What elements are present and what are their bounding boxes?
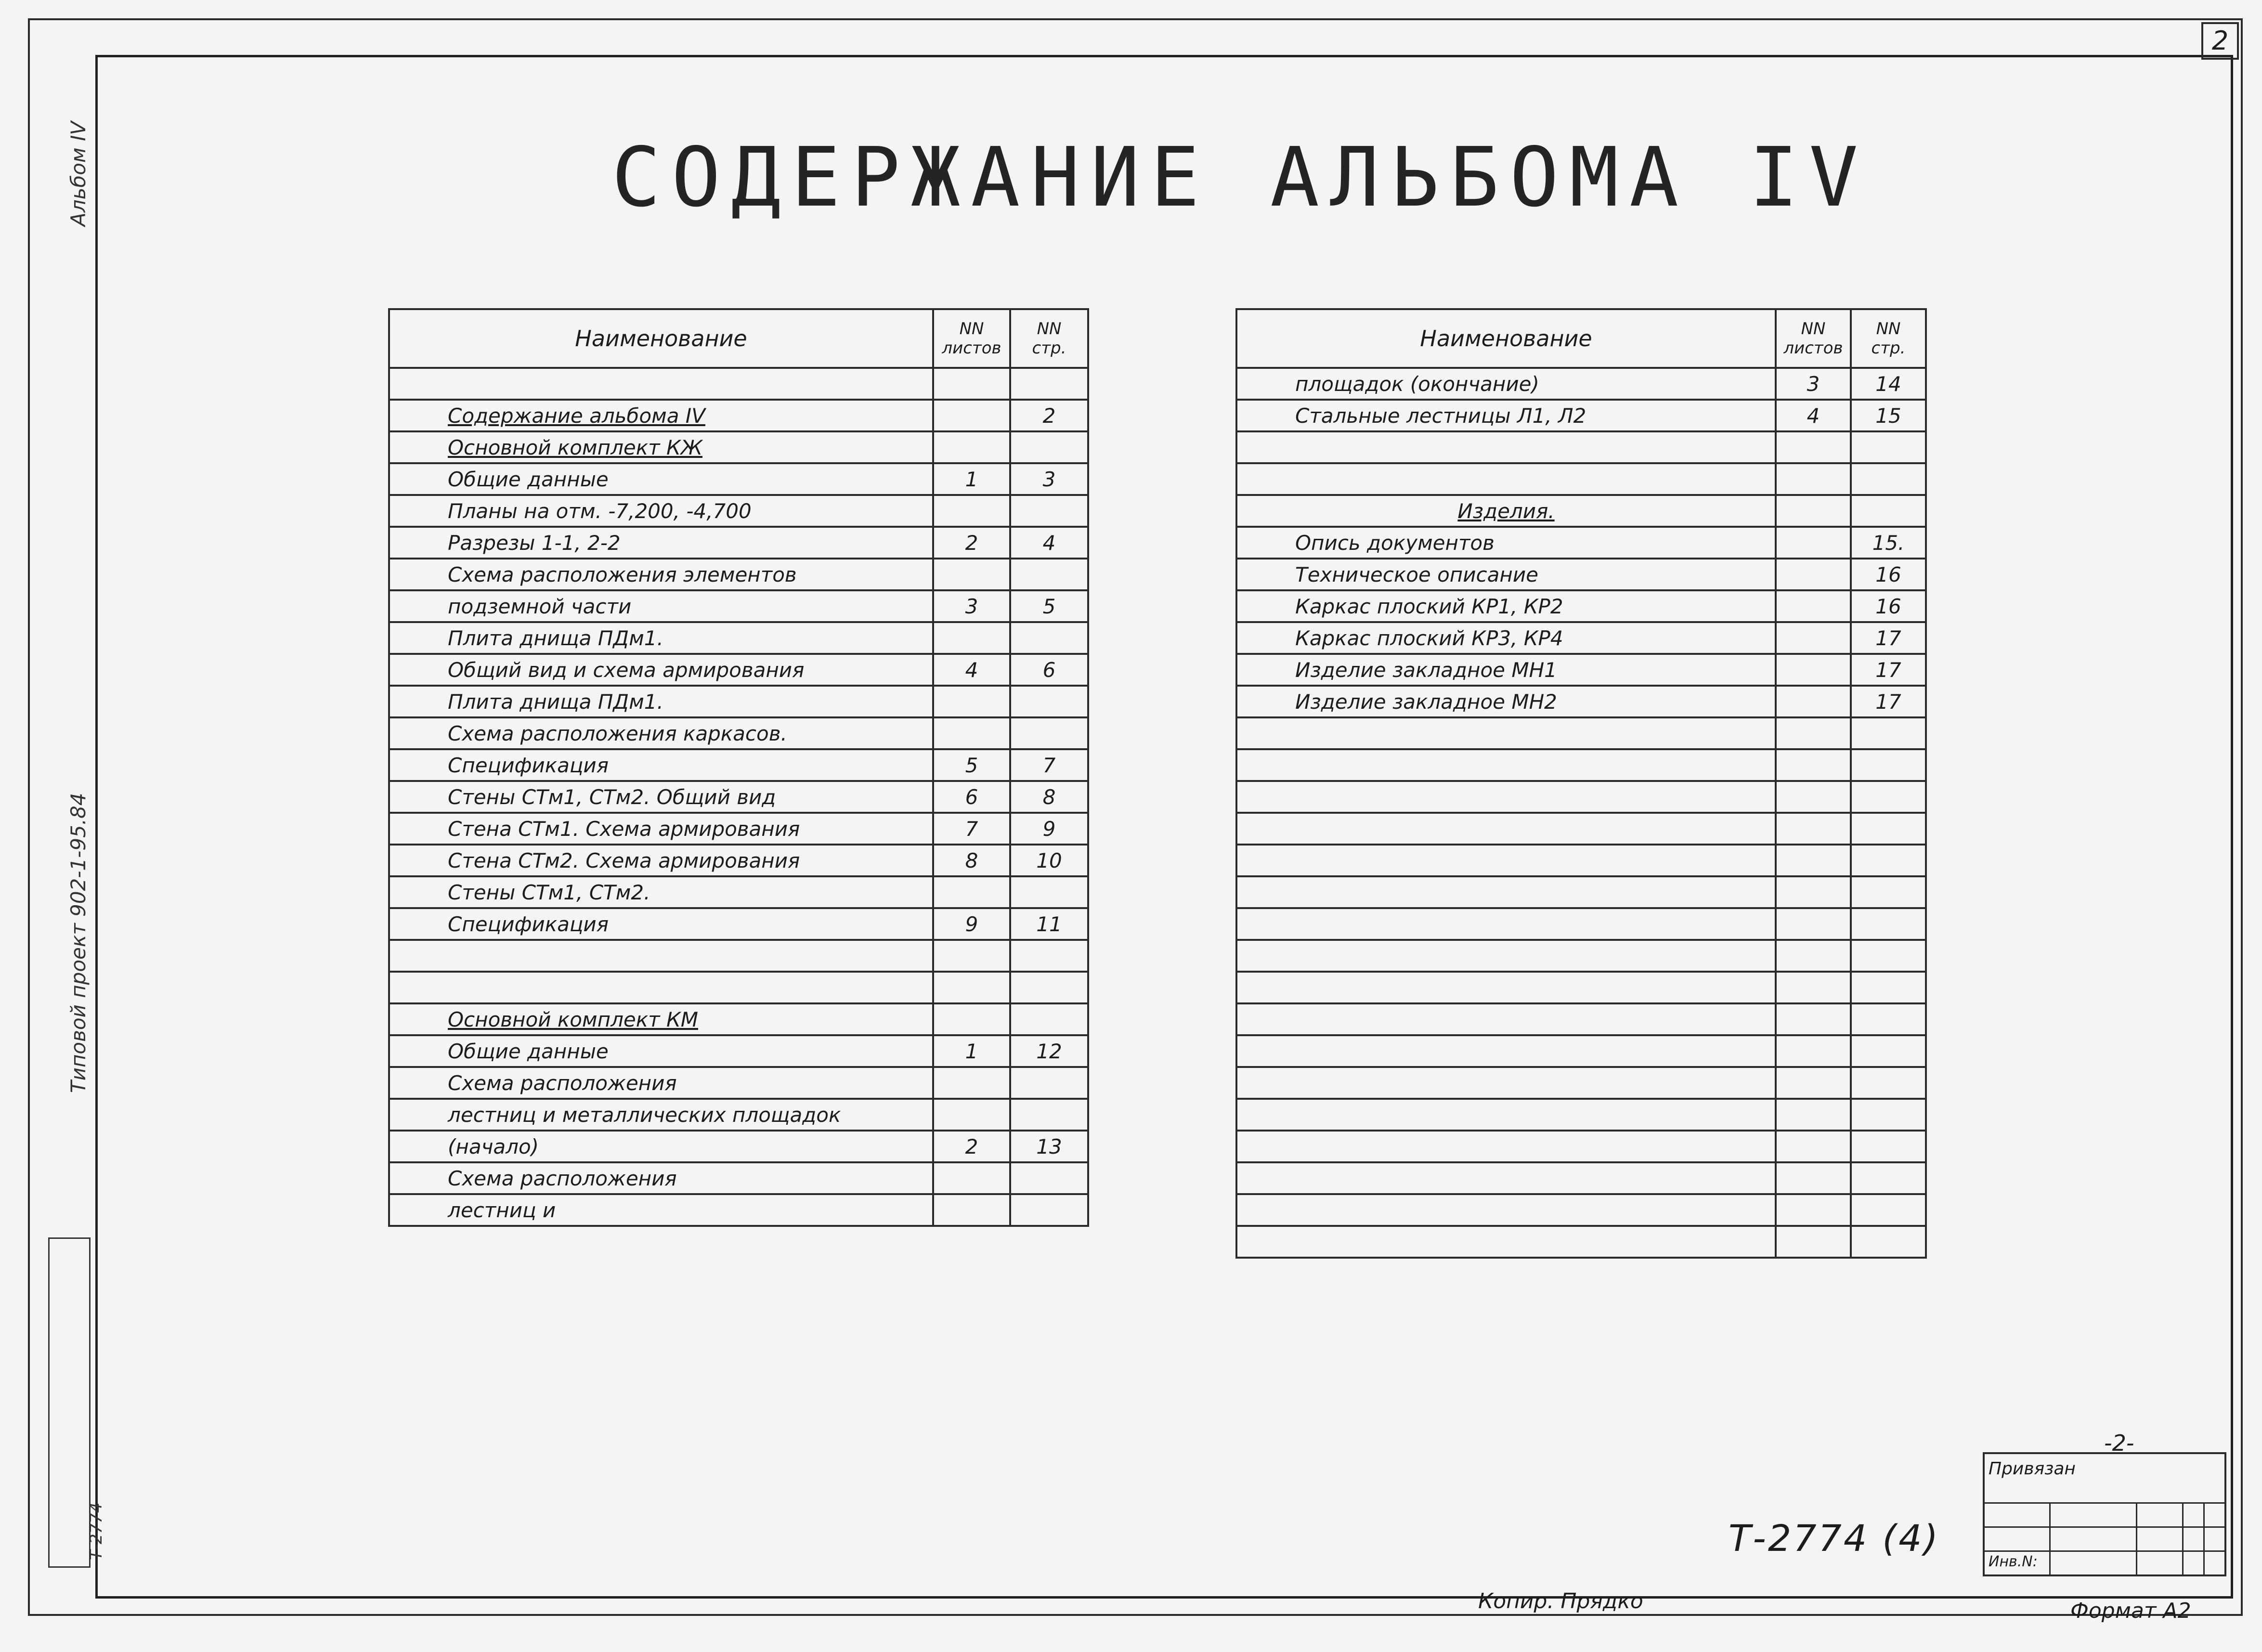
table-row (1236, 972, 1926, 1003)
table-row (1236, 686, 1926, 717)
row-page (1010, 622, 1088, 654)
side-code-label: Т-2774 (87, 1502, 106, 1560)
row-name: Схема расположения каркасов. (389, 717, 933, 749)
table-row (389, 431, 1088, 463)
right-contents-table (1235, 308, 1927, 1259)
row-page: 16 (1851, 590, 1926, 622)
row-page (1010, 495, 1088, 527)
table-row (1236, 654, 1926, 686)
row-name: Спецификация (389, 908, 933, 940)
row-sheet (933, 559, 1010, 590)
row-sheet (1776, 717, 1851, 749)
header-name: Наименование (389, 309, 933, 368)
header-sheets: NN листов (1776, 309, 1851, 368)
table-row (1236, 845, 1926, 876)
row-page (1010, 1162, 1088, 1194)
row-page: 16 (1851, 559, 1926, 590)
row-page (1851, 845, 1926, 876)
row-sheet (1776, 940, 1851, 972)
row-sheet (1776, 1194, 1851, 1226)
row-name (1236, 431, 1776, 463)
row-sheet (933, 495, 1010, 527)
table-row (1236, 1162, 1926, 1194)
row-page (1851, 813, 1926, 845)
row-page (1851, 495, 1926, 527)
row-sheet (1776, 463, 1851, 495)
row-name (1236, 781, 1776, 813)
table-row (1236, 1035, 1926, 1067)
row-sheet (933, 1099, 1010, 1131)
privyazan-label: Привязан (1989, 1459, 2076, 1479)
row-page (1851, 940, 1926, 972)
table-row (389, 717, 1088, 749)
row-page: 15. (1851, 527, 1926, 559)
row-name: (начало) (389, 1131, 933, 1162)
row-page (1851, 1131, 1926, 1162)
row-page: 9 (1010, 813, 1088, 845)
table-row (389, 590, 1088, 622)
row-sheet (1776, 1003, 1851, 1035)
header-sheets: NN листов (933, 309, 1010, 368)
row-name: Изделие закладное МН1 (1236, 654, 1776, 686)
row-page (1851, 781, 1926, 813)
row-name: Стены СТм1, СТм2. Общий вид (389, 781, 933, 813)
table-row (389, 972, 1088, 1003)
table-row (1236, 559, 1926, 590)
table-row (1236, 431, 1926, 463)
row-name: Каркас плоский КР1, КР2 (1236, 590, 1776, 622)
row-sheet: 3 (1776, 368, 1851, 400)
table-row (1236, 717, 1926, 749)
row-sheet: 1 (933, 463, 1010, 495)
row-name: Разрезы 1-1, 2-2 (389, 527, 933, 559)
row-sheet (1776, 590, 1851, 622)
table-row (1236, 940, 1926, 972)
format-label: Формат А2 (2070, 1599, 2191, 1623)
row-sheet: 7 (933, 813, 1010, 845)
row-name (1236, 1099, 1776, 1131)
row-page (1010, 1067, 1088, 1099)
row-name (1236, 1035, 1776, 1067)
row-name (1236, 1162, 1776, 1194)
row-page: 3 (1010, 463, 1088, 495)
row-name (1236, 972, 1776, 1003)
left-stamp-box (48, 1237, 91, 1568)
row-name (1236, 717, 1776, 749)
row-sheet (933, 686, 1010, 717)
row-name (1236, 876, 1776, 908)
row-page (1851, 1035, 1926, 1067)
table-row (389, 1162, 1088, 1194)
row-name: лестниц и металлических площадок (389, 1099, 933, 1131)
table-row (1236, 622, 1926, 654)
header-pages: NN стр. (1851, 309, 1926, 368)
table-row (389, 495, 1088, 527)
row-page: 17 (1851, 686, 1926, 717)
row-page (1851, 1099, 1926, 1131)
table-row (1236, 1194, 1926, 1226)
row-name: подземной части (389, 590, 933, 622)
row-sheet (933, 1194, 1010, 1226)
row-sheet: 5 (933, 749, 1010, 781)
table-row (389, 368, 1088, 400)
row-sheet (1776, 1226, 1851, 1258)
table-row (389, 1194, 1088, 1226)
row-name (1236, 1226, 1776, 1258)
row-sheet (1776, 908, 1851, 940)
row-sheet (1776, 495, 1851, 527)
row-name (1236, 1194, 1776, 1226)
row-page (1851, 1226, 1926, 1258)
row-page (1010, 1003, 1088, 1035)
row-name: Общие данные (389, 1035, 933, 1067)
row-name: Плита днища ПДм1. (389, 686, 933, 717)
table-row (1236, 590, 1926, 622)
row-page (1851, 908, 1926, 940)
table-row (1236, 368, 1926, 400)
row-sheet (933, 1003, 1010, 1035)
row-name: Основной комплект КЖ (389, 431, 933, 463)
row-page (1851, 1067, 1926, 1099)
row-name: Общий вид и схема армирования (389, 654, 933, 686)
table-row (389, 686, 1088, 717)
row-sheet (1776, 749, 1851, 781)
row-name: Каркас плоский КР3, КР4 (1236, 622, 1776, 654)
row-name (1236, 1067, 1776, 1099)
row-sheet (1776, 972, 1851, 1003)
row-page: 17 (1851, 622, 1926, 654)
left-contents-table (388, 308, 1089, 1227)
header-name: Наименование (1236, 309, 1776, 368)
row-sheet: 2 (933, 527, 1010, 559)
privyazan-stamp (1983, 1452, 2226, 1576)
table-row (389, 813, 1088, 845)
row-name: Схема расположения (389, 1067, 933, 1099)
row-name: Плита днища ПДм1. (389, 622, 933, 654)
row-page (1010, 876, 1088, 908)
side-project-label: Типовой проект 902-1-95.84 (66, 793, 90, 1093)
table-row (389, 400, 1088, 431)
row-name: Изделие закладное МН2 (1236, 686, 1776, 717)
row-name (1236, 463, 1776, 495)
row-sheet: 4 (1776, 400, 1851, 431)
row-name: площадок (окончание) (1236, 368, 1776, 400)
row-name: Стена СТм2. Схема армирования (389, 845, 933, 876)
row-page (1010, 972, 1088, 1003)
table-row (389, 1003, 1088, 1035)
row-name: Схема расположения элементов (389, 559, 933, 590)
row-sheet (1776, 1035, 1851, 1067)
row-page (1010, 368, 1088, 400)
table-row (1236, 527, 1926, 559)
row-name (1236, 1003, 1776, 1035)
row-sheet (933, 1067, 1010, 1099)
row-page (1851, 431, 1926, 463)
row-page: 4 (1010, 527, 1088, 559)
row-sheet (1776, 1099, 1851, 1131)
table-row (1236, 463, 1926, 495)
row-sheet (933, 717, 1010, 749)
table-row (389, 622, 1088, 654)
row-name (1236, 1131, 1776, 1162)
row-sheet: 3 (933, 590, 1010, 622)
sheet-number: 2 (2201, 22, 2239, 60)
row-page: 10 (1010, 845, 1088, 876)
table-row (389, 781, 1088, 813)
row-sheet (933, 622, 1010, 654)
row-page (1010, 431, 1088, 463)
row-page (1010, 717, 1088, 749)
row-sheet (1776, 1131, 1851, 1162)
row-name: Изделия. (1236, 495, 1776, 527)
row-page: 14 (1851, 368, 1926, 400)
row-sheet (1776, 845, 1851, 876)
table-row (389, 654, 1088, 686)
row-sheet (933, 431, 1010, 463)
row-page (1010, 1099, 1088, 1131)
row-name (1236, 908, 1776, 940)
table-row (1236, 1099, 1926, 1131)
row-sheet (1776, 876, 1851, 908)
row-sheet (933, 368, 1010, 400)
row-name (389, 940, 933, 972)
row-sheet (933, 972, 1010, 1003)
table-row (1236, 400, 1926, 431)
table-row (389, 1131, 1088, 1162)
row-page: 11 (1010, 908, 1088, 940)
drawing-code: Т-2774 (4) (1729, 1517, 1940, 1560)
row-sheet (1776, 781, 1851, 813)
row-page: 7 (1010, 749, 1088, 781)
table-row (389, 527, 1088, 559)
row-page (1851, 717, 1926, 749)
table-row (389, 1035, 1088, 1067)
table-row (1236, 908, 1926, 940)
row-name: Стены СТм1, СТм2. (389, 876, 933, 908)
row-name: Планы на отм. -7,200, -4,700 (389, 495, 933, 527)
row-page (1010, 686, 1088, 717)
row-name: Стальные лестницы Л1, Л2 (1236, 400, 1776, 431)
row-name: Содержание альбома IV (389, 400, 933, 431)
row-page (1851, 749, 1926, 781)
row-name: Техническое описание (1236, 559, 1776, 590)
table-row (1236, 876, 1926, 908)
row-name (389, 368, 933, 400)
inv-label: Инв.N: (1989, 1553, 2038, 1570)
header-pages: NN стр. (1010, 309, 1088, 368)
row-name (1236, 813, 1776, 845)
row-sheet (1776, 527, 1851, 559)
row-name: Стена СТм1. Схема армирования (389, 813, 933, 845)
row-sheet: 4 (933, 654, 1010, 686)
row-page: 6 (1010, 654, 1088, 686)
row-page (1851, 972, 1926, 1003)
page-mark: -2- (2104, 1430, 2134, 1456)
row-page: 17 (1851, 654, 1926, 686)
table-row (389, 463, 1088, 495)
row-page (1010, 1194, 1088, 1226)
table-row (1236, 781, 1926, 813)
row-name: Общие данные (389, 463, 933, 495)
side-album-label: Альбом IV (66, 121, 90, 226)
row-page: 13 (1010, 1131, 1088, 1162)
table-row (1236, 1003, 1926, 1035)
row-sheet (1776, 559, 1851, 590)
row-name: лестниц и (389, 1194, 933, 1226)
table-row (389, 845, 1088, 876)
row-page (1851, 463, 1926, 495)
table-row (389, 940, 1088, 972)
row-sheet: 9 (933, 908, 1010, 940)
row-page (1851, 1194, 1926, 1226)
row-page (1010, 559, 1088, 590)
row-page: 2 (1010, 400, 1088, 431)
table-row (389, 559, 1088, 590)
row-name (389, 972, 933, 1003)
table-row (389, 908, 1088, 940)
row-sheet (1776, 622, 1851, 654)
row-name: Основной комплект КМ (389, 1003, 933, 1035)
table-row (389, 749, 1088, 781)
row-sheet (933, 400, 1010, 431)
row-name: Схема расположения (389, 1162, 933, 1194)
row-sheet: 1 (933, 1035, 1010, 1067)
table-row (389, 876, 1088, 908)
row-page: 5 (1010, 590, 1088, 622)
table-row (1236, 813, 1926, 845)
table-row (389, 1067, 1088, 1099)
row-name (1236, 749, 1776, 781)
table-row (1236, 749, 1926, 781)
row-sheet (933, 1162, 1010, 1194)
row-sheet (1776, 431, 1851, 463)
row-sheet (933, 876, 1010, 908)
row-sheet (1776, 813, 1851, 845)
row-sheet (1776, 1162, 1851, 1194)
row-sheet (933, 940, 1010, 972)
row-sheet (1776, 1067, 1851, 1099)
row-name: Опись документов (1236, 527, 1776, 559)
row-sheet: 6 (933, 781, 1010, 813)
page-title: СОДЕРЖАНИЕ АЛЬБОМА IV (611, 130, 1869, 225)
table-row (1236, 1131, 1926, 1162)
row-sheet (1776, 686, 1851, 717)
row-name: Спецификация (389, 749, 933, 781)
table-row (1236, 1226, 1926, 1258)
row-page (1851, 1162, 1926, 1194)
row-sheet (1776, 654, 1851, 686)
row-page: 15 (1851, 400, 1926, 431)
row-page (1851, 1003, 1926, 1035)
table-row (1236, 495, 1926, 527)
row-page: 12 (1010, 1035, 1088, 1067)
copied-by: Копир. Прядко (1478, 1589, 1643, 1613)
row-sheet: 2 (933, 1131, 1010, 1162)
table-row (389, 1099, 1088, 1131)
row-name (1236, 845, 1776, 876)
row-sheet: 8 (933, 845, 1010, 876)
row-page: 8 (1010, 781, 1088, 813)
row-page (1851, 876, 1926, 908)
table-row (1236, 1067, 1926, 1099)
row-page (1010, 940, 1088, 972)
row-name (1236, 940, 1776, 972)
